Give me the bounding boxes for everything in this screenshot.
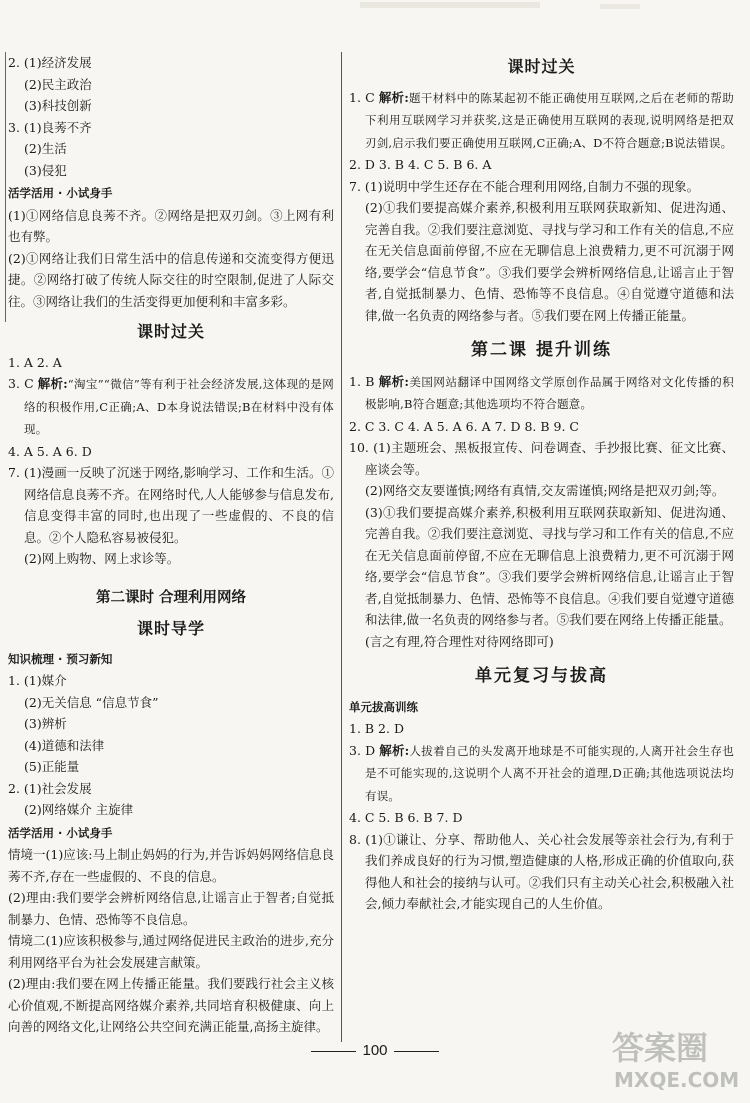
watermark-text-en: MXQE.COM — [614, 1068, 740, 1092]
answer-line: 1. (1)媒介 — [8, 673, 67, 688]
answer-line: 1. B 2. D — [349, 721, 404, 736]
analysis-text: 题干材料中的陈某起初不能正确使用互联网,之后在老师的帮助下利用互联网学习并获奖,这是正确使用互联网的表现,说明网络是把双刃剑,启示我们要正确使用互联网,C正确;A、D不符合题意;B说法错误。 — [365, 90, 734, 150]
answer-line: (2)网络媒介 主旋律 — [24, 802, 134, 817]
answer-paragraph: (3)①我们要提高媒介素养,积极利用互联网获取新知、促进沟通、完善自我。②我们要注意浏览、寻找与学习和工作有关的信息,不应在无关信息面前停留,不应在无聊信息上浪费精力,更不可沉溺于网络,要学会“信息节食”。③我们要学会辨析网络信息,让谣言止于智者,自觉抵制暴力、色情、恐怖等不良信息。④我们要自觉遵守道德和法律,做一名负责的网络参与者。⑤我们要在网络上传播正能量。 — [365, 504, 734, 627]
analysis-label: 解析: — [379, 742, 410, 758]
analysis-label: 解析: — [378, 89, 409, 105]
footer-dash-right — [394, 1051, 439, 1052]
analysis-text: “淘宝”“微信”等有利于社会经济发展,这体现的是网络的积极作用,C正确;A、D本身说法错误;B在材料中没有体现。 — [24, 377, 334, 436]
section-label: 知识梳理 · 预习新知 — [8, 651, 113, 666]
answer-paragraph: 情境一(1)应该:马上制止妈妈的行为,并告诉妈妈网络信息良莠不齐,存在一些虚假的、不良的信息。 — [8, 847, 334, 884]
question-number: 3. D — [349, 742, 376, 758]
answer-paragraph: (2)网络交友要谨慎;网络有真情,交友需谨慎;网络是把双刃剑;等。 — [365, 483, 725, 498]
answer-line: (2)生活 — [24, 141, 67, 156]
answer-line: 2. D 3. B 4. C 5. B 6. A — [349, 157, 492, 172]
lesson-heading: 第二课时 合理利用网络 — [95, 589, 247, 606]
question-number: 1. B — [349, 373, 375, 389]
right-column — [349, 52, 734, 915]
answer-paragraph: 7. (1)说明中学生还存在不能合理利用网络,自制力不强的现象。 — [349, 178, 700, 194]
answer-paragraph: (2)①我们要提高媒介素养,积极利用互联网获取新知、促进沟通、完善自我。②我们要注意浏览、寻找与学习和工作有关的信息,不应在无关信息面前停留,不应在无聊信息上浪费精力,更不可沉溺于网络,要学会“信息节食”。③我们要学会辨析网络信息,让谣言止于智者,自觉抵制暴力、色情、恐怖等不良信息。④自觉遵守道德和法律,做一名负责的网络参与者。⑤我们要在网上传播正能量。 — [365, 200, 734, 323]
answer-paragraph — [8, 373, 334, 441]
unit-heading: 单元复习与拔高 — [475, 666, 608, 686]
answer-line: (3)侵犯 — [24, 162, 67, 178]
section-label: 单元拔高训练 — [349, 699, 418, 714]
section-heading: 课时导学 — [136, 619, 205, 638]
top-scan-noise — [0, 0, 750, 46]
analysis-label: 解析: — [37, 376, 68, 391]
answer-paragraph: (1)①网络信息良莠不齐。②网络是把双刃剑。③上网有利也有弊。 — [8, 207, 334, 244]
answer-line: (2)无关信息 “信息节食” — [24, 694, 159, 710]
answer-paragraph: 7. (1)漫画一反映了沉迷于网络,影响学习、工作和生活。①网络信息良莠不齐。在网络时代,人人能够参与信息发布,信息变得丰富的同时,也出现了一些虚假的、不良的信息。②个人隐私容易被侵犯。 — [8, 465, 334, 545]
left-margin-rule — [5, 52, 6, 322]
answer-line: 2. (1)经济发展 — [8, 55, 92, 70]
answer-line: 4. C 5. B 6. B 7. D — [349, 810, 463, 825]
question-number: 3. C — [8, 376, 34, 391]
section-label: 活学活用 · 小试身手 — [8, 825, 113, 840]
analysis-label: 解析: — [378, 373, 410, 389]
footer-dash-left — [311, 1051, 356, 1052]
answer-line: (4)道德和法律 — [24, 737, 105, 753]
answer-paragraph: 8. (1)①谦让、分享、帮助他人、关心社会发展等亲社会行为,有利于我们养成良好的行为习惯,塑造健康的人格,形成正确的价值取向,获得他人和社会的接纳与认可。②我们只有主动关心社会,积极融入社会,倾力奉献社会,才能实现自己的人生价值。 — [349, 831, 734, 911]
column-divider — [341, 52, 342, 1042]
answer-line: (2)民主政治 — [24, 76, 92, 92]
watermark-logo — [604, 1021, 744, 1095]
answer-paragraph — [349, 371, 734, 416]
answer-paragraph: (2)网上购物、网上求诊等。 — [24, 551, 180, 566]
left-column — [8, 52, 334, 1038]
section-heading: 课时过关 — [507, 57, 576, 76]
page-number: 100 — [362, 1042, 388, 1059]
section-heading: 课时过关 — [136, 322, 205, 341]
answer-line: 2. C 3. C 4. A 5. A 6. A 7. D 8. B 9. C — [349, 418, 579, 434]
answer-paragraph — [349, 740, 734, 808]
answer-line: (3)辨析 — [24, 716, 67, 731]
answer-line: 3. (1)良莠不齐 — [8, 119, 92, 135]
answer-paragraph: 情境二(1)应该积极参与,通过网络促进民主政治的进步,充分利用网络平台为社会发展建言献策。 — [8, 933, 334, 970]
question-number: 1. C — [349, 89, 375, 105]
answer-paragraph: (2)理由:我们要在网上传播正能量。我们要践行社会主义核心价值观,不断提高网络媒介素养,共同培育积极健康、向上向善的网络文化,让网络公共空间充满正能量,高扬主旋律。 — [8, 976, 334, 1034]
answer-paragraph: (2)理由:我们要学会辨析网络信息,让谣言止于智者;自觉抵制暴力、色情、恐怖等不良信息。 — [8, 890, 334, 927]
analysis-text: 美国网站翻译中国网络文学原创作品属于网络对文化传播的积极影响,B符合题意;其他选项均不符合题意。 — [365, 374, 734, 411]
answer-note: (言之有理,符合理性对待网络即可) — [365, 633, 554, 649]
answer-line: (3)科技创新 — [24, 98, 92, 113]
section-label: 活学活用 · 小试身手 — [8, 186, 113, 200]
answer-line: (5)正能量 — [24, 759, 80, 774]
analysis-text: 人拔着自己的头发离开地球是不可能实现的,人离开社会生存也是不可能实现的,这说明个人离不开社会的道理,D正确;其他选项说法均有误。 — [365, 743, 734, 803]
watermark-text-cn: 答案圈 — [612, 1029, 709, 1067]
answer-paragraph: (2)①网络让我们日常生活中的信息传递和交流变得方便迅捷。②网络打破了传统人际交往的时空限制,促进了人际交往。③网络让我们的生活变得更加便利和丰富多彩。 — [8, 250, 334, 309]
answer-line: 2. (1)社会发展 — [8, 780, 92, 796]
answer-line: 1. A 2. A — [8, 354, 62, 370]
lesson-heading: 第二课 提升训练 — [471, 340, 612, 360]
answer-line: 4. A 5. A 6. D — [8, 443, 92, 459]
answer-paragraph: 10. (1)主题班会、黑板报宣传、问卷调查、手抄报比赛、征文比赛、座谈会等。 — [349, 440, 734, 477]
answer-paragraph — [349, 87, 734, 155]
